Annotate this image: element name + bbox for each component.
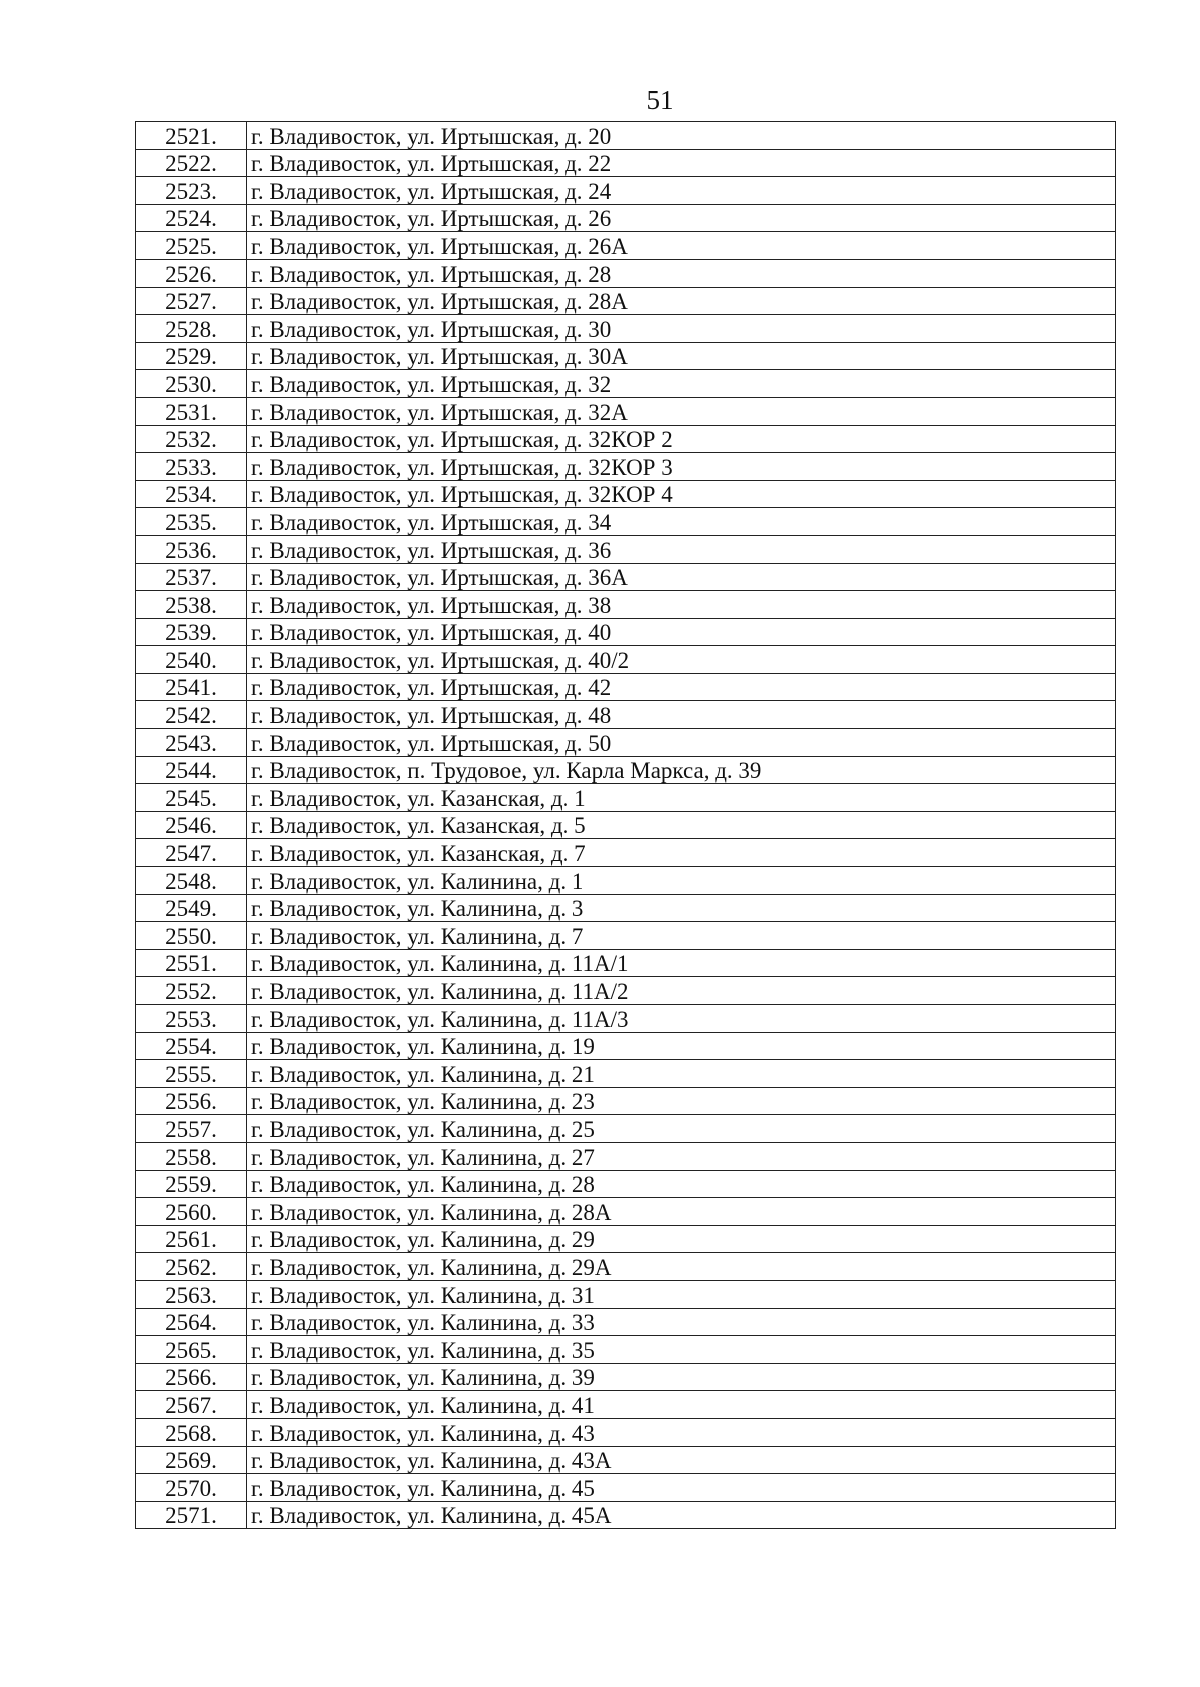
row-number: 2541. <box>136 673 247 701</box>
table-row <box>136 259 1116 287</box>
table-row <box>136 1336 1116 1364</box>
address-cell: г. Владивосток, ул. Иртышская, д. 32КОР 4 <box>247 480 1116 508</box>
table-row <box>136 122 1116 150</box>
row-number: 2551. <box>136 949 247 977</box>
table-row <box>136 1115 1116 1143</box>
address-cell: г. Владивосток, п. Трудовое, ул. Карла Маркса, д. 39 <box>247 756 1116 784</box>
table-row <box>136 922 1116 950</box>
address-cell: г. Владивосток, ул. Иртышская, д. 20 <box>247 122 1116 150</box>
table-row <box>136 1363 1116 1391</box>
row-number: 2550. <box>136 922 247 950</box>
address-cell: г. Владивосток, ул. Иртышская, д. 40 <box>247 618 1116 646</box>
table-row <box>136 1005 1116 1033</box>
address-table-body <box>136 122 1116 1529</box>
address-cell: г. Владивосток, ул. Иртышская, д. 48 <box>247 701 1116 729</box>
row-number: 2562. <box>136 1253 247 1281</box>
address-cell: г. Владивосток, ул. Иртышская, д. 42 <box>247 673 1116 701</box>
address-cell: г. Владивосток, ул. Иртышская, д. 32А <box>247 397 1116 425</box>
table-row <box>136 701 1116 729</box>
row-number: 2536. <box>136 535 247 563</box>
table-row <box>136 480 1116 508</box>
row-number: 2570. <box>136 1474 247 1502</box>
table-row <box>136 729 1116 757</box>
address-cell: г. Владивосток, ул. Иртышская, д. 30А <box>247 342 1116 370</box>
row-number: 2559. <box>136 1170 247 1198</box>
address-cell: г. Владивосток, ул. Иртышская, д. 28А <box>247 287 1116 315</box>
address-cell: г. Владивосток, ул. Калинина, д. 19 <box>247 1032 1116 1060</box>
row-number: 2525. <box>136 232 247 260</box>
address-cell: г. Владивосток, ул. Калинина, д. 11А/1 <box>247 949 1116 977</box>
row-number: 2530. <box>136 370 247 398</box>
row-number: 2547. <box>136 839 247 867</box>
row-number: 2526. <box>136 259 247 287</box>
address-cell: г. Владивосток, ул. Калинина, д. 27 <box>247 1142 1116 1170</box>
table-row <box>136 563 1116 591</box>
row-number: 2535. <box>136 508 247 536</box>
address-cell: г. Владивосток, ул. Иртышская, д. 40/2 <box>247 646 1116 674</box>
row-number: 2528. <box>136 315 247 343</box>
table-row <box>136 1032 1116 1060</box>
row-number: 2522. <box>136 149 247 177</box>
table-row <box>136 1225 1116 1253</box>
table-row <box>136 977 1116 1005</box>
row-number: 2553. <box>136 1005 247 1033</box>
row-number: 2544. <box>136 756 247 784</box>
table-row <box>136 949 1116 977</box>
row-number: 2548. <box>136 867 247 895</box>
address-cell: г. Владивосток, ул. Калинина, д. 35 <box>247 1336 1116 1364</box>
row-number: 2563. <box>136 1280 247 1308</box>
table-row <box>136 756 1116 784</box>
address-cell: г. Владивосток, ул. Иртышская, д. 32 <box>247 370 1116 398</box>
table-row <box>136 232 1116 260</box>
address-cell: г. Владивосток, ул. Калинина, д. 11А/3 <box>247 1005 1116 1033</box>
address-cell: г. Владивосток, ул. Калинина, д. 43А <box>247 1446 1116 1474</box>
table-row <box>136 149 1116 177</box>
address-cell: г. Владивосток, ул. Калинина, д. 31 <box>247 1280 1116 1308</box>
address-cell: г. Владивосток, ул. Иртышская, д. 22 <box>247 149 1116 177</box>
address-cell: г. Владивосток, ул. Казанская, д. 5 <box>247 811 1116 839</box>
table-row <box>136 1060 1116 1088</box>
address-cell: г. Владивосток, ул. Иртышская, д. 26 <box>247 204 1116 232</box>
address-cell: г. Владивосток, ул. Казанская, д. 7 <box>247 839 1116 867</box>
row-number: 2549. <box>136 894 247 922</box>
row-number: 2569. <box>136 1446 247 1474</box>
address-cell: г. Владивосток, ул. Калинина, д. 33 <box>247 1308 1116 1336</box>
row-number: 2564. <box>136 1308 247 1336</box>
table-row <box>136 1170 1116 1198</box>
row-number: 2571. <box>136 1501 247 1529</box>
row-number: 2532. <box>136 425 247 453</box>
row-number: 2534. <box>136 480 247 508</box>
table-row <box>136 673 1116 701</box>
address-cell: г. Владивосток, ул. Иртышская, д. 36А <box>247 563 1116 591</box>
table-row <box>136 342 1116 370</box>
row-number: 2545. <box>136 784 247 812</box>
address-cell: г. Владивосток, ул. Калинина, д. 45 <box>247 1474 1116 1502</box>
table-row <box>136 1308 1116 1336</box>
address-cell: г. Владивосток, ул. Калинина, д. 41 <box>247 1391 1116 1419</box>
row-number: 2542. <box>136 701 247 729</box>
address-cell: г. Владивосток, ул. Калинина, д. 11А/2 <box>247 977 1116 1005</box>
row-number: 2565. <box>136 1336 247 1364</box>
row-number: 2543. <box>136 729 247 757</box>
address-cell: г. Владивосток, ул. Калинина, д. 3 <box>247 894 1116 922</box>
table-row <box>136 1501 1116 1529</box>
table-row <box>136 618 1116 646</box>
row-number: 2539. <box>136 618 247 646</box>
address-cell: г. Владивосток, ул. Калинина, д. 45А <box>247 1501 1116 1529</box>
table-row <box>136 315 1116 343</box>
address-cell: г. Владивосток, ул. Иртышская, д. 50 <box>247 729 1116 757</box>
table-row <box>136 894 1116 922</box>
table-row <box>136 1391 1116 1419</box>
row-number: 2523. <box>136 177 247 205</box>
row-number: 2533. <box>136 453 247 481</box>
row-number: 2540. <box>136 646 247 674</box>
table-row <box>136 591 1116 619</box>
address-table <box>135 121 1116 1529</box>
address-cell: г. Владивосток, ул. Иртышская, д. 36 <box>247 535 1116 563</box>
address-cell: г. Владивосток, ул. Калинина, д. 7 <box>247 922 1116 950</box>
address-cell: г. Владивосток, ул. Казанская, д. 1 <box>247 784 1116 812</box>
address-cell: г. Владивосток, ул. Калинина, д. 43 <box>247 1418 1116 1446</box>
address-cell: г. Владивосток, ул. Иртышская, д. 32КОР 2 <box>247 425 1116 453</box>
row-number: 2556. <box>136 1087 247 1115</box>
table-row <box>136 453 1116 481</box>
table-row <box>136 1280 1116 1308</box>
table-row <box>136 784 1116 812</box>
row-number: 2554. <box>136 1032 247 1060</box>
table-row <box>136 425 1116 453</box>
address-cell: г. Владивосток, ул. Калинина, д. 23 <box>247 1087 1116 1115</box>
address-cell: г. Владивосток, ул. Калинина, д. 29А <box>247 1253 1116 1281</box>
table-row <box>136 839 1116 867</box>
table-row <box>136 867 1116 895</box>
row-number: 2561. <box>136 1225 247 1253</box>
table-row <box>136 1418 1116 1446</box>
address-cell: г. Владивосток, ул. Калинина, д. 29 <box>247 1225 1116 1253</box>
row-number: 2546. <box>136 811 247 839</box>
address-cell: г. Владивосток, ул. Иртышская, д. 30 <box>247 315 1116 343</box>
address-cell: г. Владивосток, ул. Калинина, д. 28А <box>247 1198 1116 1226</box>
table-row <box>136 535 1116 563</box>
row-number: 2558. <box>136 1142 247 1170</box>
row-number: 2521. <box>136 122 247 150</box>
row-number: 2537. <box>136 563 247 591</box>
page-number: 51 <box>646 85 674 115</box>
row-number: 2524. <box>136 204 247 232</box>
address-cell: г. Владивосток, ул. Калинина, д. 28 <box>247 1170 1116 1198</box>
row-number: 2567. <box>136 1391 247 1419</box>
address-cell: г. Владивосток, ул. Калинина, д. 25 <box>247 1115 1116 1143</box>
address-cell: г. Владивосток, ул. Иртышская, д. 28 <box>247 259 1116 287</box>
row-number: 2566. <box>136 1363 247 1391</box>
address-cell: г. Владивосток, ул. Иртышская, д. 38 <box>247 591 1116 619</box>
table-row <box>136 646 1116 674</box>
table-row <box>136 508 1116 536</box>
address-cell: г. Владивосток, ул. Калинина, д. 21 <box>247 1060 1116 1088</box>
row-number: 2555. <box>136 1060 247 1088</box>
table-row <box>136 1198 1116 1226</box>
address-cell: г. Владивосток, ул. Калинина, д. 39 <box>247 1363 1116 1391</box>
address-cell: г. Владивосток, ул. Иртышская, д. 34 <box>247 508 1116 536</box>
table-row <box>136 811 1116 839</box>
address-cell: г. Владивосток, ул. Иртышская, д. 24 <box>247 177 1116 205</box>
table-row <box>136 370 1116 398</box>
table-row <box>136 1474 1116 1502</box>
table-row <box>136 204 1116 232</box>
table-row <box>136 397 1116 425</box>
table-row <box>136 1446 1116 1474</box>
row-number: 2568. <box>136 1418 247 1446</box>
row-number: 2538. <box>136 591 247 619</box>
address-cell: г. Владивосток, ул. Иртышская, д. 26А <box>247 232 1116 260</box>
row-number: 2560. <box>136 1198 247 1226</box>
row-number: 2531. <box>136 397 247 425</box>
row-number: 2529. <box>136 342 247 370</box>
address-cell: г. Владивосток, ул. Иртышская, д. 32КОР 3 <box>247 453 1116 481</box>
row-number: 2527. <box>136 287 247 315</box>
table-row <box>136 177 1116 205</box>
table-row <box>136 1087 1116 1115</box>
row-number: 2557. <box>136 1115 247 1143</box>
table-row <box>136 1253 1116 1281</box>
row-number: 2552. <box>136 977 247 1005</box>
table-row <box>136 287 1116 315</box>
address-cell: г. Владивосток, ул. Калинина, д. 1 <box>247 867 1116 895</box>
table-row <box>136 1142 1116 1170</box>
